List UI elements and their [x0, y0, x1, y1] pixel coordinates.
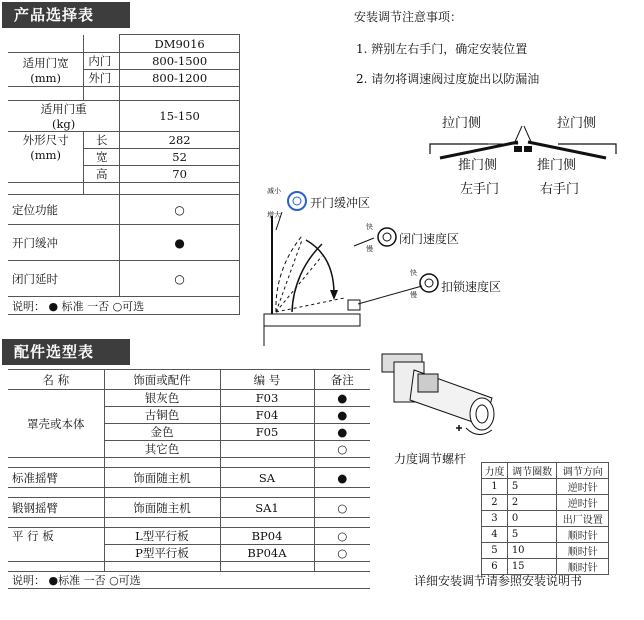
cell-note: ○	[314, 545, 370, 562]
length-label: 长	[84, 132, 120, 149]
col-finish: 饰面或配件	[104, 370, 220, 390]
table-row: L型平行板	[104, 528, 220, 545]
hold-label: 定位功能	[8, 195, 120, 225]
force-caption: 力度调节螺杆	[394, 452, 467, 466]
fast-label-2: 快	[410, 269, 417, 277]
cell-direction: 出厂设置	[557, 511, 609, 527]
door-hand-diagram	[428, 124, 618, 164]
install-item-2: 2. 请勿将调速阀过度旋出以防漏油	[356, 72, 540, 86]
cell-turns: 2	[507, 495, 557, 511]
forged-arm-label: 锻钢摇臂	[8, 498, 104, 518]
right-hand-door: 右手门	[540, 182, 580, 197]
backcheck-zone-label: 开门缓冲区	[310, 196, 371, 210]
width-label: 宽	[84, 149, 120, 166]
install-title: 安装调节注意事项：	[354, 10, 463, 24]
std-arm-note: ●	[314, 468, 370, 488]
height-value: 70	[120, 166, 240, 183]
cell-turns: 15	[507, 559, 557, 575]
product-header: 产品选择表	[2, 2, 130, 28]
accessory-header: 配件选型表	[2, 339, 130, 365]
cell-direction: 逆时针	[557, 479, 609, 495]
door-weight-value: 15-150	[120, 101, 240, 132]
force-col-direction: 调节方向	[557, 463, 609, 479]
cell-turns: 10	[507, 543, 557, 559]
delay-label: 闭门延时	[8, 261, 120, 297]
length-value: 282	[120, 132, 240, 149]
col-name: 名 称	[8, 370, 104, 390]
table-row: 5	[482, 543, 508, 559]
push-side-right: 推门侧	[537, 158, 577, 173]
latch-valve-icon	[418, 272, 440, 294]
left-hand-door: 左手门	[460, 182, 500, 197]
force-footer: 详细安装调节请参照安装说明书	[414, 574, 583, 588]
door-weight-label: 适用门重 (kg)	[8, 101, 120, 132]
pull-side-right: 拉门侧	[557, 116, 597, 131]
col-code: 编 号	[220, 370, 314, 390]
forged-arm-finish: 饰面随主机	[104, 498, 220, 518]
table-row: 其它色	[104, 441, 220, 458]
cell-code: F03	[220, 390, 314, 407]
backcheck-symbol: ●	[120, 225, 240, 261]
inner-value: 800-1500	[120, 53, 240, 70]
accessory-table	[8, 369, 370, 589]
fast-label-1: 快	[366, 223, 373, 231]
install-item-1: 1. 辨别左右手门，确定安装位置	[356, 42, 528, 56]
delay-symbol: ○	[120, 261, 240, 297]
product-table	[8, 34, 240, 315]
closing-valve-icon	[376, 226, 398, 248]
cell-direction: 顺时针	[557, 559, 609, 575]
table-row: 6	[482, 559, 508, 575]
outer-value: 800-1200	[120, 70, 240, 87]
table-row: 2	[482, 495, 508, 511]
cell-direction: 顺时针	[557, 527, 609, 543]
inner-label: 内门	[84, 53, 120, 70]
pull-side-left: 拉门侧	[442, 116, 482, 131]
door-closer-illustration	[374, 344, 504, 444]
product-legend: 说明： ● 标准 一否 ○可选	[8, 297, 240, 315]
cell-code	[220, 441, 314, 458]
cell-code: F05	[220, 424, 314, 441]
reduce-label: 减小	[267, 187, 281, 195]
cell-note: ○	[314, 528, 370, 545]
force-col-level: 力度	[482, 463, 508, 479]
accessory-legend: 说明： ●标准 一否 ○可选	[8, 572, 370, 589]
outer-label: 外门	[84, 70, 120, 87]
table-row: 银灰色	[104, 390, 220, 407]
cell-code: BP04	[220, 528, 314, 545]
force-col-turns: 调节圈数	[507, 463, 557, 479]
cell-note: ●	[314, 407, 370, 424]
backcheck-label: 开门缓冲	[8, 225, 120, 261]
width-value: 52	[120, 149, 240, 166]
std-arm-finish: 饰面随主机	[104, 468, 220, 488]
cell-turns: 0	[507, 511, 557, 527]
table-row: 4	[482, 527, 508, 543]
size-label: 外形尺寸 (mm)	[8, 132, 84, 183]
slow-label-1: 慢	[366, 245, 373, 253]
std-arm-label: 标准摇臂	[8, 468, 104, 488]
cell-code: BP04A	[220, 545, 314, 562]
push-side-left: 推门侧	[458, 158, 498, 173]
cell-direction: 逆时针	[557, 495, 609, 511]
std-arm-code: SA	[220, 468, 314, 488]
cell-direction: 顺时针	[557, 543, 609, 559]
cell-note: ●	[314, 390, 370, 407]
cell-code: F04	[220, 407, 314, 424]
cell-turns: 5	[507, 527, 557, 543]
table-row: P型平行板	[104, 545, 220, 562]
cell-note: ○	[314, 441, 370, 458]
col-note: 备注	[314, 370, 370, 390]
latch-zone-label: 扣锁速度区	[441, 280, 502, 294]
forged-arm-note: ○	[314, 498, 370, 518]
table-row: 1	[482, 479, 508, 495]
model-cell: DM9016	[120, 35, 240, 53]
table-row: 古铜色	[104, 407, 220, 424]
cell-turns: 5	[507, 479, 557, 495]
cover-label: 罩壳或本体	[8, 390, 104, 458]
cell-note: ●	[314, 424, 370, 441]
closing-zone-label: 闭门速度区	[399, 232, 460, 246]
force-table	[481, 462, 609, 575]
backcheck-valve-icon	[286, 190, 308, 212]
forged-arm-code: SA1	[220, 498, 314, 518]
height-label: 高	[84, 166, 120, 183]
table-row: 金色	[104, 424, 220, 441]
table-row: 3	[482, 511, 508, 527]
door-width-label: 适用门宽 (mm)	[8, 53, 84, 87]
increase-label: 增大	[267, 211, 281, 219]
slow-label-2: 慢	[410, 291, 417, 299]
parallel-label: 平 行 板	[8, 528, 104, 562]
hold-symbol: ○	[120, 195, 240, 225]
